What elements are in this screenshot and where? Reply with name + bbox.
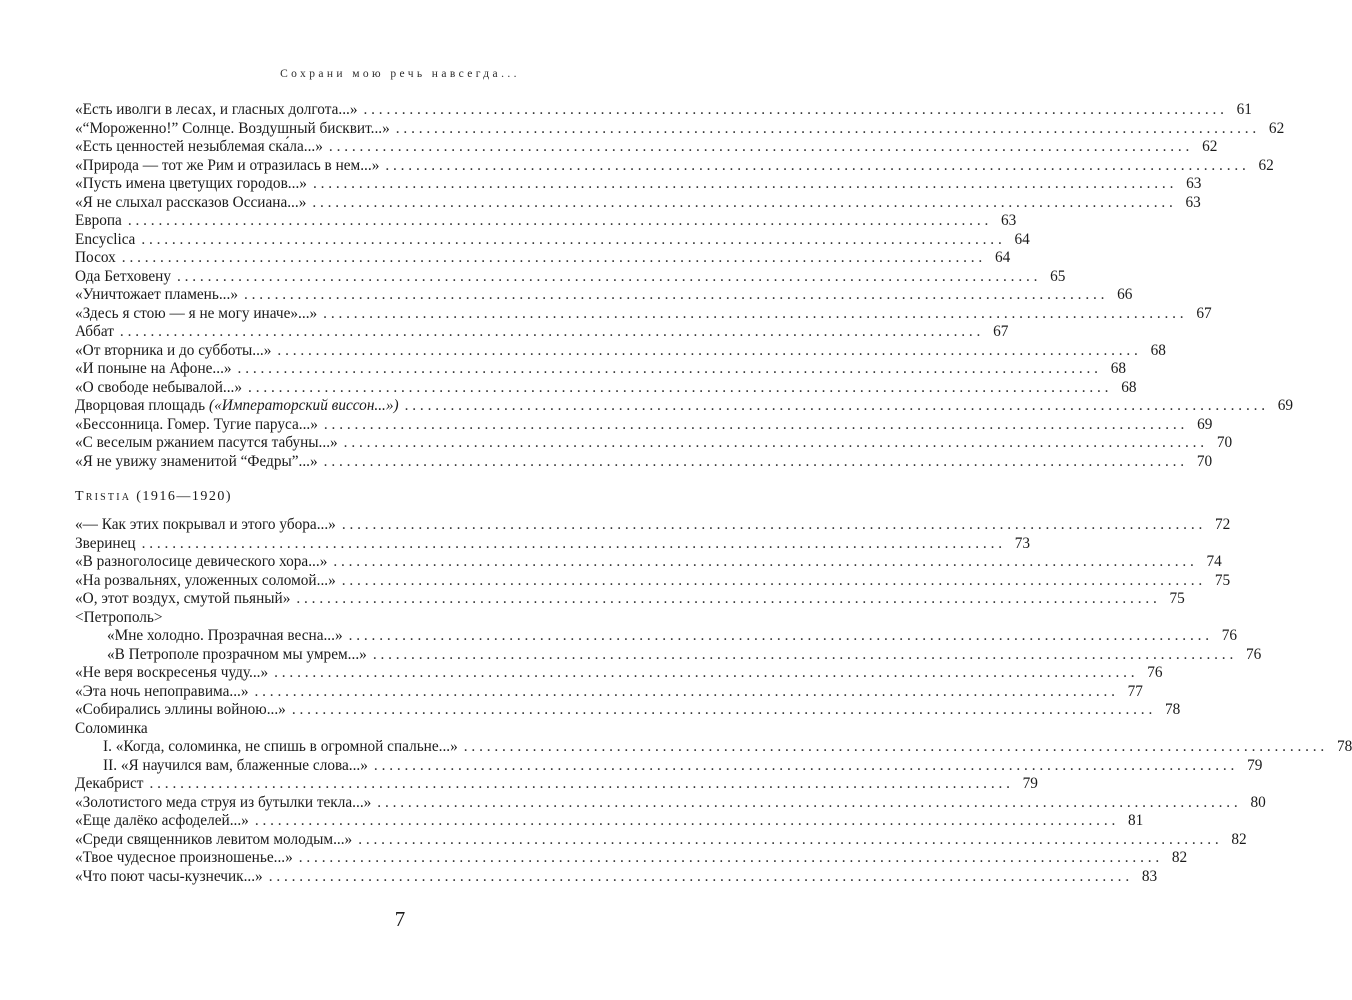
entry-title-text: Дворцовая площадь (75, 397, 206, 414)
section-name: Tristia (75, 489, 132, 504)
toc-entry[interactable] (75, 682, 1143, 702)
toc-entry-title: «Уничтожает пламень...» (75, 286, 238, 303)
dot-leader (373, 646, 1233, 664)
toc-entry-page: 76 (1245, 645, 1262, 663)
toc-entry[interactable] (75, 793, 1266, 813)
section-heading-tristia[interactable] (75, 489, 683, 509)
toc-entry[interactable] (75, 304, 1212, 324)
toc-entry[interactable] (75, 212, 1017, 231)
dot-leader (248, 379, 1108, 397)
toc-entry-page: 68 (1121, 378, 1137, 396)
toc-entry-page: 75 (1214, 571, 1231, 589)
toc-entry-title: «И поныне на Афоне...» (75, 360, 232, 377)
toc-entry-title: Декабрист (75, 775, 144, 792)
dot-leader (364, 101, 1224, 119)
toc-entry-page: 79 (1247, 756, 1263, 774)
toc-entry-title: «О свободе небывалой...» (75, 378, 243, 396)
toc-group-1 (75, 101, 1285, 397)
toc-entry[interactable] (75, 341, 1166, 361)
toc-entry-page: 66 (1117, 286, 1133, 303)
dot-leader (120, 323, 980, 341)
dot-leader (349, 627, 1209, 645)
toc-entry-title: Encyclica (75, 230, 136, 248)
toc-entry[interactable] (75, 590, 1185, 609)
toc-entry-page: 73 (1014, 534, 1031, 552)
toc-entry[interactable] (75, 138, 1218, 157)
dot-leader (244, 286, 1104, 304)
toc-entry[interactable] (75, 775, 1038, 794)
dot-leader (142, 535, 1002, 553)
toc-entry[interactable] (75, 101, 1252, 120)
toc-entry-title: «В Петрополе прозрачном мы умрем...» (107, 645, 367, 663)
toc-entry[interactable] (75, 434, 1233, 453)
toc-entry-page: 62 (1268, 119, 1285, 137)
toc-entry-page: 75 (1169, 590, 1185, 607)
toc-entry[interactable] (75, 415, 1213, 435)
dot-leader (141, 231, 1001, 249)
toc-entry[interactable] (75, 249, 1011, 268)
toc-entry-page: 79 (1022, 775, 1038, 792)
toc-entry[interactable] (75, 738, 1352, 757)
dot-leader (128, 212, 988, 230)
toc-entry[interactable] (75, 516, 1231, 535)
toc-entry[interactable] (75, 756, 1263, 776)
toc-entry-page: 68 (1150, 341, 1166, 359)
toc-entry-title: «Еще далёко асфоделей...» (75, 812, 249, 829)
toc-entry-title: «Золотистого меда струя из бутылки текла...» (75, 793, 372, 811)
toc-entry[interactable] (75, 156, 1274, 176)
toc-entry[interactable] (75, 812, 1144, 831)
dot-leader (333, 553, 1193, 571)
toc-entry-title: «С веселым ржанием пасутся табуны...» (75, 434, 338, 451)
toc-entry[interactable] (75, 701, 1181, 720)
toc-entry-page: 63 (1001, 212, 1017, 229)
toc-entry-title: «От вторника и до субботы...» (75, 341, 272, 359)
toc-entry-page: 78 (1336, 738, 1352, 755)
toc-group-1b (75, 415, 1233, 472)
toc-entry-title: «Что поют часы-кузнечик...» (75, 867, 263, 885)
subheading-title: Соломинка (75, 719, 148, 737)
toc-entry[interactable] (75, 452, 1213, 472)
toc-entry-page: 62 (1202, 138, 1218, 155)
toc-entry-page: 69 (1197, 415, 1213, 433)
dot-leader (324, 453, 1184, 471)
toc-group-3 (75, 664, 1181, 720)
dot-leader (269, 868, 1129, 886)
page-number: 7 (394, 907, 406, 931)
dot-leader (374, 757, 1234, 775)
toc-entry[interactable] (75, 360, 1126, 379)
toc-entry-title: «На розвальнях, уложенных соломой...» (75, 571, 336, 589)
dot-leader (296, 590, 1156, 608)
toc-entry[interactable] (75, 378, 1137, 398)
toc-group-4 (75, 775, 1266, 886)
toc-entry-page: 62 (1258, 156, 1274, 174)
toc-entry-title: Посох (75, 249, 116, 266)
toc-entry[interactable] (75, 534, 1031, 554)
toc-group-2 (75, 516, 1231, 609)
dot-leader (150, 775, 1010, 793)
dot-leader (238, 360, 1098, 378)
dot-leader (385, 157, 1245, 175)
toc-entry-page: 70 (1216, 434, 1233, 451)
toc-entry-title: Европа (75, 212, 122, 229)
toc-entry-title: «О, этот воздух, смутой пьяный» (75, 590, 291, 607)
toc-entry[interactable] (75, 267, 1066, 287)
dot-leader (323, 305, 1183, 323)
toc-group-petropol (75, 627, 1262, 664)
toc-entry-page: 80 (1250, 793, 1266, 811)
toc-entry-title: «Есть иволги в лесах, и гласных долгота...» (75, 101, 358, 118)
dot-leader (396, 120, 1256, 138)
toc-entry[interactable] (75, 664, 1163, 683)
toc-entry[interactable] (75, 645, 1262, 665)
toc-entry-page: 61 (1236, 101, 1252, 118)
entry-subtitle-text: («Императорский виссон...») (208, 397, 399, 414)
toc-entry[interactable] (75, 553, 1222, 572)
dot-leader (277, 342, 1137, 360)
table-of-contents (75, 101, 1352, 886)
toc-entry-page: 76 (1147, 664, 1163, 681)
dot-leader (299, 849, 1159, 867)
toc-entry-title: I. «Когда, соломинка, не спишь в огромной спальне...» (103, 738, 458, 755)
toc-subheading-petropol[interactable] (75, 609, 683, 628)
toc-entry-title: «Пусть имена цветущих городов...» (75, 175, 307, 192)
toc-entry[interactable] (75, 323, 1009, 342)
toc-entry[interactable] (75, 175, 1202, 194)
toc-entry-title: II. «Я научился вам, блаженные слова...» (103, 756, 368, 774)
toc-entry-page: 81 (1128, 812, 1144, 829)
toc-entry[interactable] (75, 571, 1231, 591)
toc-entry-title: «Мне холодно. Прозрачная весна...» (107, 627, 343, 644)
toc-entry-title: «“Мороженно!” Солнце. Воздушный бисквит...» (75, 119, 390, 137)
dot-leader (274, 664, 1134, 682)
toc-entry-page: 63 (1185, 193, 1201, 211)
dot-leader (464, 738, 1324, 756)
toc-entry-page: 76 (1221, 627, 1238, 644)
dot-leader (312, 194, 1172, 212)
toc-group-solominka (75, 738, 1352, 775)
toc-entry[interactable] (75, 830, 1247, 850)
toc-entry-title: «Здесь я стою — я не могу иначе»...» (75, 304, 318, 322)
dot-leader (329, 138, 1189, 156)
toc-entry-page: 82 (1231, 830, 1247, 848)
toc-entry-page: 67 (993, 323, 1009, 340)
toc-entry-title: «— Как этих покрывал и этого убора...» (75, 516, 336, 533)
toc-subheading-solominka[interactable] (75, 720, 683, 739)
toc-entry-page: 74 (1206, 553, 1222, 570)
toc-entry-title: «В разноголосице девического хора...» (75, 553, 328, 570)
toc-entry-page: 68 (1110, 360, 1126, 377)
dot-leader (377, 794, 1237, 812)
toc-entry-page: 65 (1050, 267, 1066, 285)
toc-entry[interactable] (75, 286, 1133, 305)
dot-leader (344, 434, 1204, 452)
toc-entry-title: «Есть ценностей незыблемая ска́ла...» (75, 138, 323, 155)
toc-entry[interactable] (75, 867, 1158, 887)
toc-entry-page: 64 (1014, 230, 1030, 248)
dot-leader (177, 268, 1037, 286)
toc-entry[interactable] (75, 193, 1201, 213)
toc-entry[interactable] (75, 849, 1188, 868)
toc-entry-title: «Не веря воскресенья чуду...» (75, 664, 269, 681)
toc-entry-page: 69 (1277, 397, 1294, 414)
dot-leader (255, 683, 1115, 701)
toc-entry[interactable] (75, 119, 1285, 139)
dot-leader (405, 397, 1265, 415)
toc-entry-page: 70 (1196, 452, 1213, 470)
toc-entry-title: «Бессонница. Гомер. Тугие паруса...» (75, 415, 318, 433)
toc-entry-palace-square[interactable] (75, 397, 1294, 416)
dot-leader (342, 572, 1202, 590)
dot-leader (324, 416, 1184, 434)
toc-entry-page: 82 (1171, 849, 1188, 866)
toc-entry-title: «Я не слыхал рассказов Оссиана...» (75, 193, 307, 211)
subheading-title: <Петрополь> (75, 608, 163, 626)
toc-entry-title: «Твое чудесное произношенье...» (75, 849, 293, 866)
dot-leader (342, 516, 1202, 534)
toc-entry-page: 83 (1141, 867, 1158, 885)
toc-entry-title: «Эта ночь непоправима...» (75, 682, 249, 700)
toc-entry-title: Ода Бетховену (75, 267, 171, 285)
toc-entry-page: 63 (1186, 175, 1202, 192)
toc-entry-title: «Природа — тот же Рим и отразилась в нем...» (75, 156, 380, 174)
section-years: (1916—1920) (136, 489, 233, 504)
toc-entry-page: 72 (1215, 516, 1231, 533)
toc-entry-page: 77 (1127, 682, 1143, 700)
toc-entry[interactable] (75, 230, 1030, 250)
dot-leader (255, 812, 1115, 830)
toc-entry-page: 64 (994, 249, 1011, 266)
toc-entry-title (75, 397, 399, 415)
toc-entry-title: «Среди священников левитом молодым...» (75, 830, 353, 848)
toc-entry[interactable] (75, 627, 1238, 646)
dot-leader (358, 831, 1218, 849)
dot-leader (122, 249, 982, 267)
toc-entry-title: «Собирались эллины войною...» (75, 701, 286, 718)
toc-entry-title: «Я не увижу знаменитой “Федры”...» (75, 452, 318, 470)
toc-entry-page: 67 (1196, 304, 1212, 322)
dot-leader (313, 175, 1173, 193)
toc-entry-title: Аббат (75, 323, 114, 340)
toc-entry-title: Зверинец (75, 534, 136, 552)
toc-entry-page: 78 (1164, 701, 1181, 718)
running-head: Сохрани мою речь навсегда... (280, 68, 520, 80)
dot-leader (292, 701, 1152, 719)
